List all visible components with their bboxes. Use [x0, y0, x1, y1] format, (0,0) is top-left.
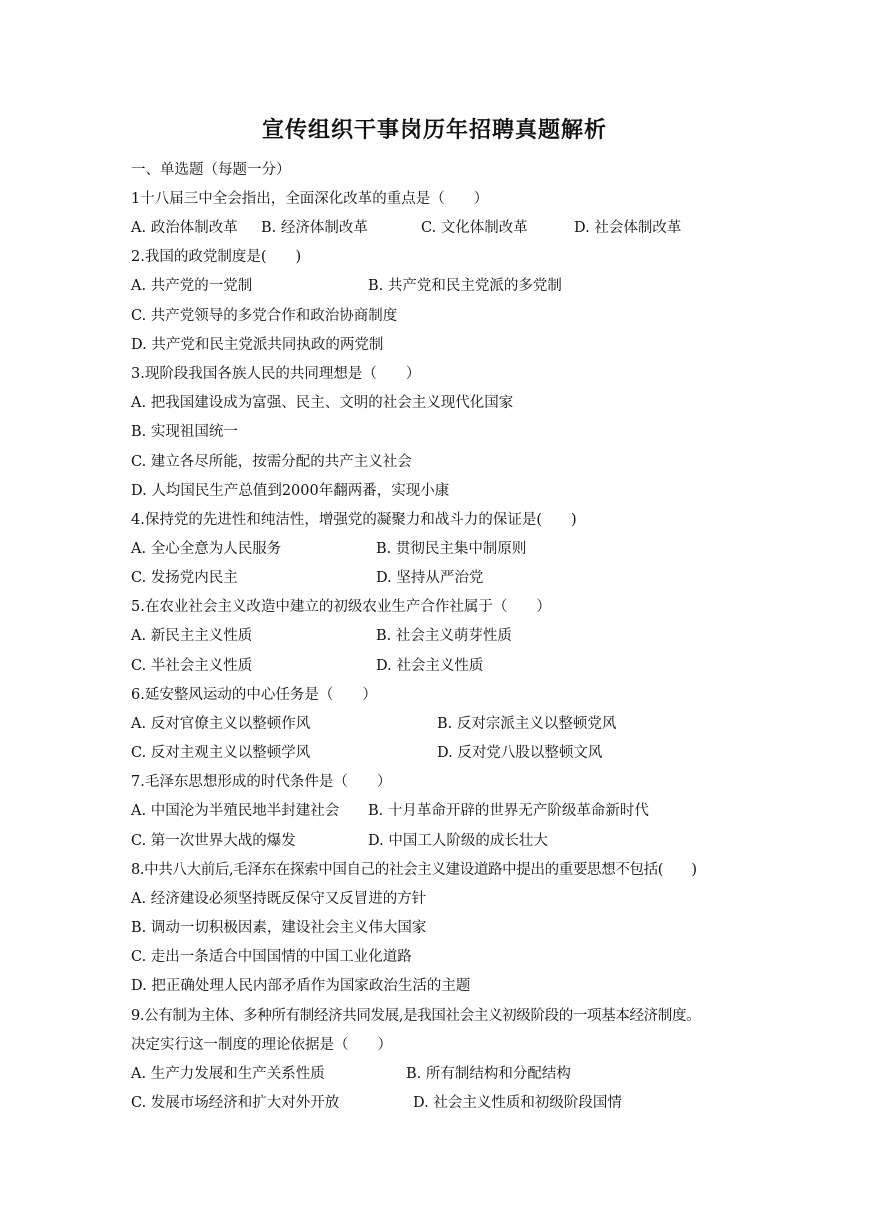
q3-option-a: A. 把我国建设成为富强、民主、文明的社会主义现代化国家	[131, 395, 514, 411]
q1-option-a: A. 政治体制改革	[131, 220, 238, 236]
q9-option-b: B. 所有制结构和分配结构	[406, 1066, 571, 1082]
question-4: 4.保持党的先进性和纯洁性，增强党的凝聚力和战斗力的保证是( )	[131, 512, 577, 528]
q3-option-c: C. 建立各尽所能，按需分配的共产主义社会	[131, 454, 412, 470]
question-5: 5.在农业社会主义改造中建立的初级农业生产合作社属于（ ）	[131, 599, 551, 615]
question-2: 2.我国的政党制度是( )	[131, 249, 302, 265]
q7-option-c: C. 第一次世界大战的爆发	[131, 833, 296, 849]
q2-option-b: B. 共产党和民主党派的多党制	[368, 278, 562, 294]
question-9: 9.公有制为主体、多种所有制经济共同发展,是我国社会主义初级阶段的一项基本经济制度。	[131, 1008, 701, 1024]
q8-option-a: A. 经济建设必须坚持既反保守又反冒进的方针	[131, 891, 427, 907]
q1-option-d: D. 社会体制改革	[574, 220, 682, 236]
q2-option-d: D. 共产党和民主党派共同执政的两党制	[131, 337, 384, 353]
section-heading: 一、单选题（每题一分）	[131, 162, 291, 178]
question-3: 3.现阶段我国各族人民的共同理想是（ ）	[131, 366, 421, 382]
q4-option-a: A. 全心全意为人民服务	[131, 541, 282, 557]
q1-option-c: C. 文化体制改革	[421, 220, 528, 236]
question-8: 8.中共八大前后,毛泽东在探索中国自己的社会主义建设道路中提出的重要思想不包括( )	[131, 862, 697, 878]
q6-option-c: C. 反对主观主义以整顿学风	[131, 745, 311, 761]
q2-option-a: A. 共产党的一党制	[131, 278, 253, 294]
q8-option-b: B. 调动一切积极因素，建设社会主义伟大国家	[131, 920, 427, 936]
q5-option-c: C. 半社会主义性质	[131, 658, 253, 674]
q4-option-c: C. 发扬党内民主	[131, 570, 238, 586]
question-7: 7.毛泽东思想形成的时代条件是（ ）	[131, 774, 392, 790]
q8-option-c: C. 走出一条适合中国国情的中国工业化道路	[131, 949, 412, 965]
q6-option-a: A. 反对官僚主义以整顿作风	[131, 716, 311, 732]
page-title: 宣传组织干事岗历年招聘真题解析	[261, 118, 607, 143]
q1-option-b: B. 经济体制改革	[261, 220, 368, 236]
q8-option-d: D. 把正确处理人民内部矛盾作为国家政治生活的主题	[131, 978, 471, 994]
q5-option-a: A. 新民主主义性质	[131, 628, 253, 644]
question-9-continued: 决定实行这一制度的理论依据是（ ）	[131, 1037, 392, 1053]
q4-option-d: D. 坚持从严治党	[376, 570, 484, 586]
q2-option-c: C. 共产党领导的多党合作和政治协商制度	[131, 308, 398, 324]
question-6: 6.延安整风运动的中心任务是（ ）	[131, 687, 377, 703]
q5-option-b: B. 社会主义萌芽性质	[376, 628, 512, 644]
q3-option-d: D. 人均国民生产总值到2000年翻两番，实现小康	[131, 483, 450, 499]
q9-option-a: A. 生产力发展和生产关系性质	[131, 1066, 325, 1082]
q5-option-d: D. 社会主义性质	[376, 658, 484, 674]
q7-option-d: D. 中国工人阶级的成长壮大	[368, 833, 548, 849]
q7-option-a: A. 中国沦为半殖民地半封建社会	[131, 803, 340, 819]
q9-option-c: C. 发展市场经济和扩大对外开放	[131, 1095, 340, 1111]
q3-option-b: B. 实现祖国统一	[131, 424, 238, 440]
q4-option-b: B. 贯彻民主集中制原则	[376, 541, 527, 557]
q6-option-b: B. 反对宗派主义以整顿党风	[437, 716, 617, 732]
q7-option-b: B. 十月革命开辟的世界无产阶级革命新时代	[368, 803, 649, 819]
q6-option-d: D. 反对党八股以整顿文风	[437, 745, 603, 761]
question-1: 1十八届三中全会指出，全面深化改革的重点是（ ）	[131, 191, 489, 207]
q9-option-d: D. 社会主义性质和初级阶段国情	[413, 1095, 622, 1111]
